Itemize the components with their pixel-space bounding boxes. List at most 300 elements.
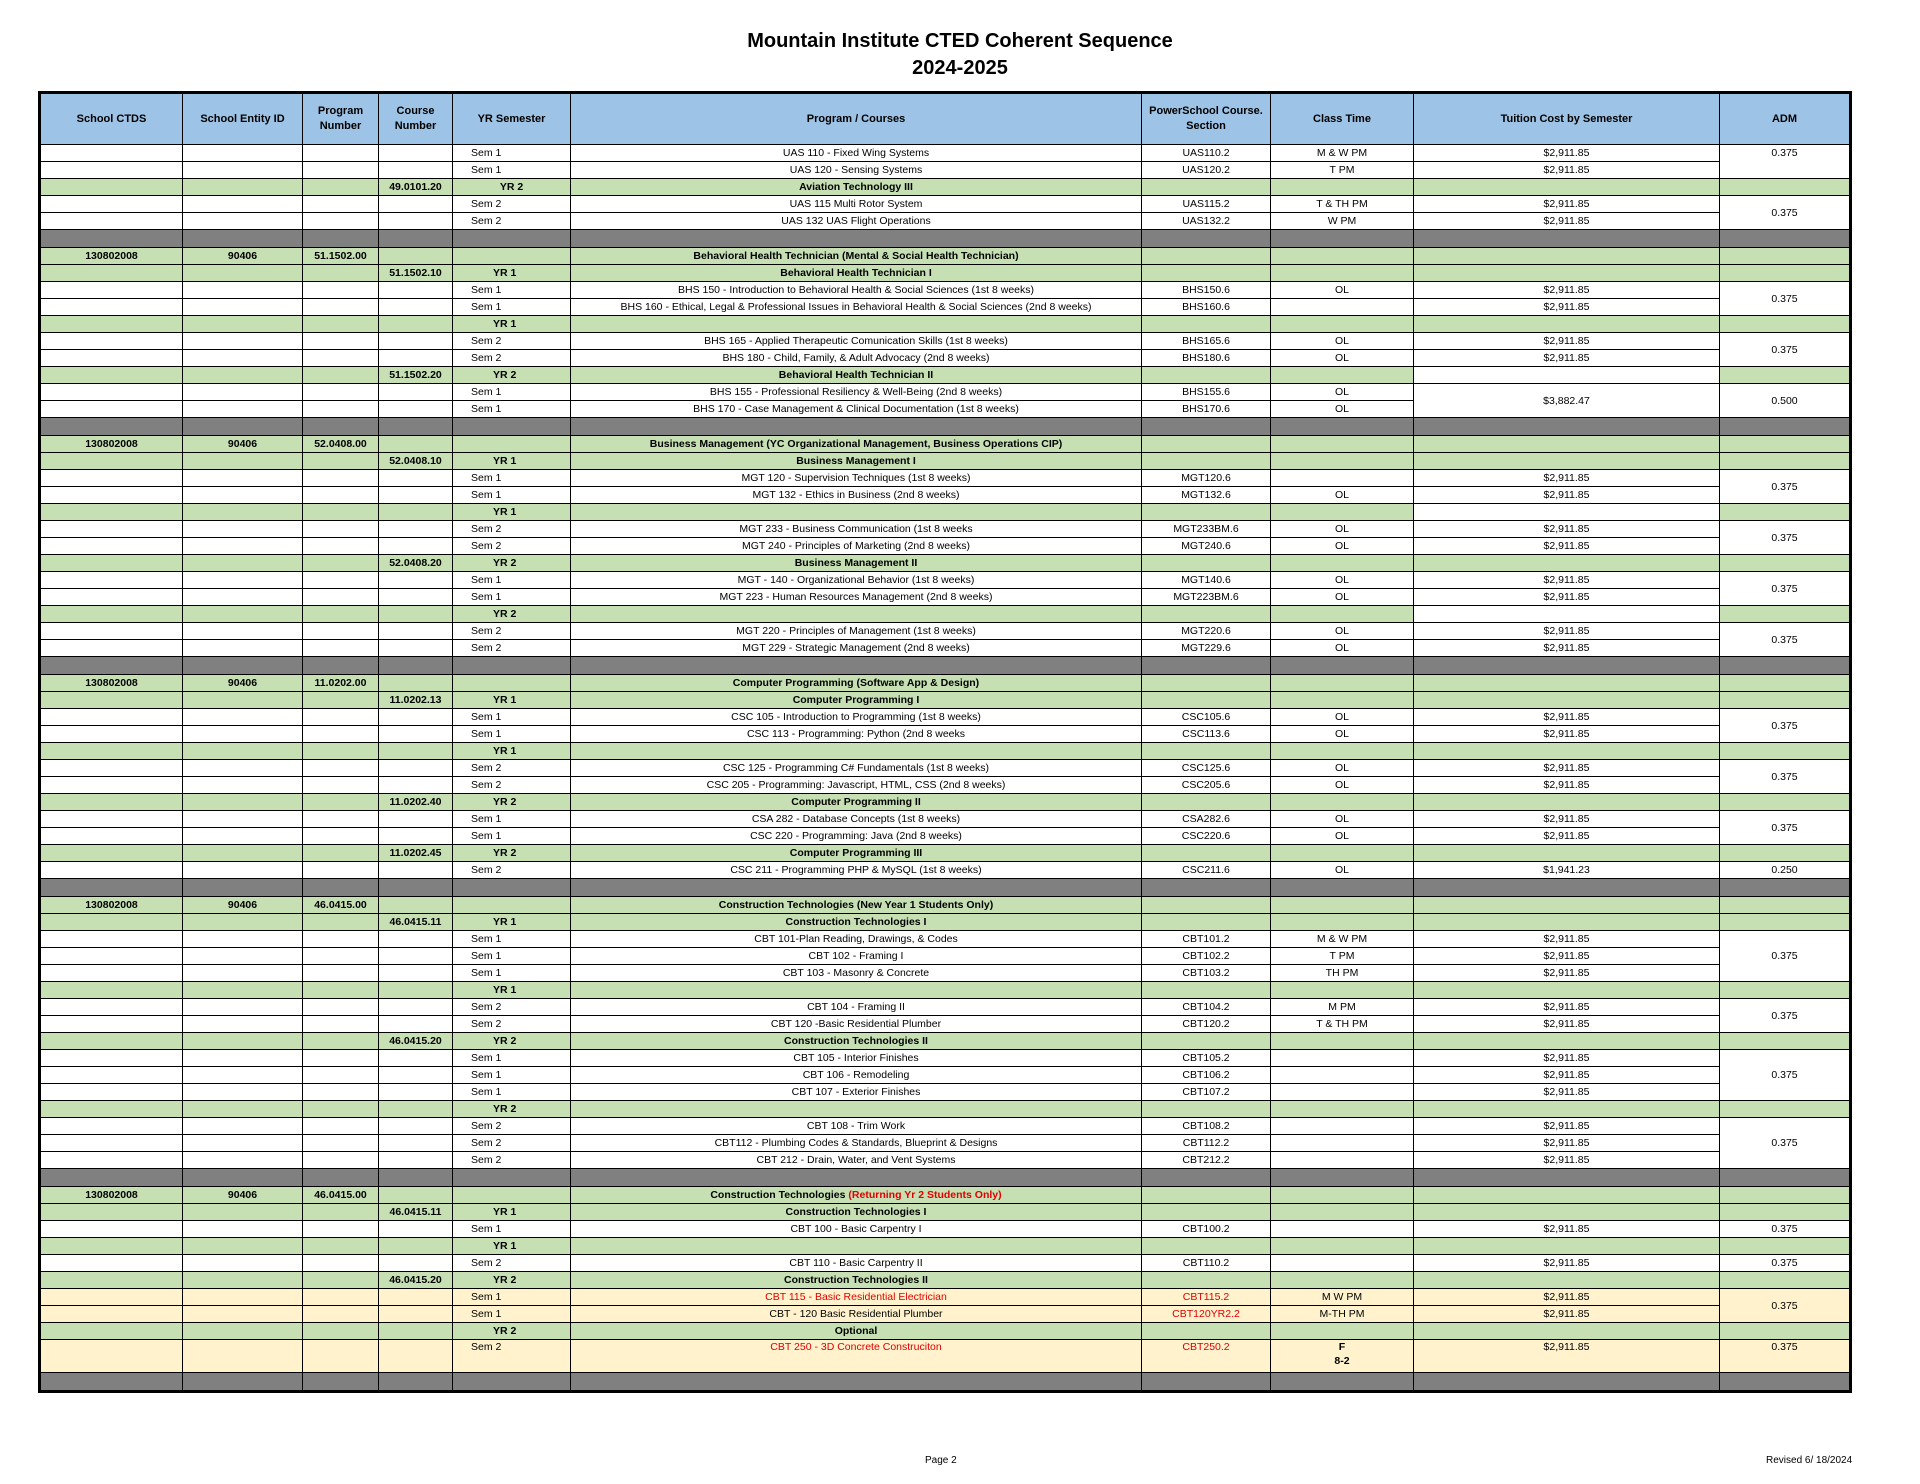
- course-cell: MGT - 140 - Organizational Behavior (1st 8 weeks): [571, 572, 1142, 589]
- section-cell: CBT102.2: [1142, 948, 1271, 965]
- semester-cell: Sem 2: [453, 1118, 571, 1135]
- col-header-entity: School Entity ID: [183, 93, 303, 145]
- program-name: Business Management (YC Organizational Management, Business Operations CIP): [571, 436, 1142, 453]
- tuition-cell: $2,911.85: [1414, 470, 1720, 487]
- semester-cell: Sem 1: [453, 828, 571, 845]
- tuition-cell: $2,911.85: [1414, 999, 1720, 1016]
- year-cell: YR 2: [453, 1101, 571, 1118]
- course-group-name: Computer Programming II: [571, 794, 1142, 811]
- table-row: [40, 623, 1851, 640]
- semester-cell: Sem 1: [453, 401, 571, 418]
- course-group-row: [40, 1238, 1851, 1255]
- section-cell: CBT115.2: [1142, 1289, 1271, 1306]
- entity-cell: 90406: [183, 897, 303, 914]
- ctds-cell: 130802008: [40, 897, 183, 914]
- tuition-cell: $2,911.85: [1414, 1084, 1720, 1101]
- col-header-adm: ADM: [1720, 93, 1851, 145]
- table-row: [40, 1067, 1851, 1084]
- table-row: [40, 1306, 1851, 1323]
- class-time-cell: OL: [1271, 811, 1414, 828]
- returning-students-note: (Returning Yr 2 Students Only): [848, 1189, 1002, 1201]
- program-number-cell: 46.0415.00: [303, 1187, 379, 1204]
- section-cell: CSA282.6: [1142, 811, 1271, 828]
- table-row: [40, 948, 1851, 965]
- table-row: [40, 213, 1851, 230]
- ctds-cell: 130802008: [40, 1187, 183, 1204]
- adm-cell: 0.375: [1720, 282, 1851, 316]
- section-cell: CBT101.2: [1142, 931, 1271, 948]
- year-cell: YR 1: [453, 982, 571, 999]
- section-cell: CSC125.6: [1142, 760, 1271, 777]
- program-name: Computer Programming (Software App & Design): [571, 675, 1142, 692]
- class-time-cell: OL: [1271, 640, 1414, 657]
- tuition-cell: $2,911.85: [1414, 811, 1720, 828]
- semester-cell: Sem 1: [453, 572, 571, 589]
- course-group-row: [40, 316, 1851, 333]
- year-cell: YR 1: [453, 316, 571, 333]
- course-cell: MGT 223 - Human Resources Management (2nd 8 weeks): [571, 589, 1142, 606]
- table-row: [40, 1118, 1851, 1135]
- course-group-name: Business Management II: [571, 555, 1142, 572]
- course-cell: CBT 212 - Drain, Water, and Vent Systems: [571, 1152, 1142, 1169]
- adm-cell: 0.375: [1720, 1255, 1851, 1272]
- semester-cell: Sem 1: [453, 487, 571, 504]
- program-row: [40, 897, 1851, 914]
- course-group-row: [40, 1323, 1851, 1340]
- tuition-cell: $2,911.85: [1414, 709, 1720, 726]
- section-cell: BHS170.6: [1142, 401, 1271, 418]
- separator-row: [40, 230, 1851, 248]
- col-header-ctds: School CTDS: [40, 93, 183, 145]
- tuition-cell: $2,911.85: [1414, 1152, 1720, 1169]
- course-group-name: Construction Technologies II: [571, 1272, 1142, 1289]
- course-cell: MGT 240 - Principles of Marketing (2nd 8 weeks): [571, 538, 1142, 555]
- year-cell: YR 2: [453, 845, 571, 862]
- semester-cell: Sem 1: [453, 1084, 571, 1101]
- section-cell: UAS115.2: [1142, 196, 1271, 213]
- semester-cell: Sem 1: [453, 709, 571, 726]
- year-cell: YR 2: [453, 606, 571, 623]
- year-cell: YR 2: [453, 1033, 571, 1050]
- class-time-cell: T & TH PM: [1271, 1016, 1414, 1033]
- section-cell: BHS160.6: [1142, 299, 1271, 316]
- section-cell: CBT110.2: [1142, 1255, 1271, 1272]
- tuition-cell: $3,882.47: [1414, 384, 1720, 418]
- class-time-cell: TH PM: [1271, 965, 1414, 982]
- page-number: Page 2: [925, 1455, 957, 1466]
- course-group-row: [40, 1033, 1851, 1050]
- class-time-cell: W PM: [1271, 213, 1414, 230]
- course-cell: CBT 106 - Remodeling: [571, 1067, 1142, 1084]
- tuition-cell: $2,911.85: [1414, 1050, 1720, 1067]
- semester-cell: Sem 1: [453, 1050, 571, 1067]
- course-group-row: [40, 265, 1851, 282]
- course-cell: CSC 125 - Programming C# Fundamentals (1st 8 weeks): [571, 760, 1142, 777]
- course-group-name: Behavioral Health Technician I: [571, 265, 1142, 282]
- course-cell: CSA 282 - Database Concepts (1st 8 weeks): [571, 811, 1142, 828]
- col-header-powerschool: PowerSchool Course. Section: [1142, 93, 1271, 145]
- section-cell: CBT106.2: [1142, 1067, 1271, 1084]
- col-header-tuition: Tuition Cost by Semester: [1414, 93, 1720, 145]
- table-row: [40, 487, 1851, 504]
- class-time-cell: OL: [1271, 333, 1414, 350]
- separator-row: [40, 418, 1851, 436]
- col-header-class-time: Class Time: [1271, 93, 1414, 145]
- year-cell: YR 1: [453, 1238, 571, 1255]
- table-row: [40, 931, 1851, 948]
- separator-row: [40, 657, 1851, 675]
- section-cell: CBT112.2: [1142, 1135, 1271, 1152]
- tuition-cell: $2,911.85: [1414, 1306, 1720, 1323]
- class-time-cell: [1271, 1050, 1414, 1067]
- program-name-text: Construction Technologies: [710, 1189, 849, 1201]
- section-cell: CBT250.2: [1142, 1340, 1271, 1373]
- tuition-cell: $2,911.85: [1414, 1118, 1720, 1135]
- entity-cell: 90406: [183, 436, 303, 453]
- year-cell: YR 2: [453, 555, 571, 572]
- year-cell: YR 2: [453, 367, 571, 384]
- semester-cell: Sem 1: [453, 811, 571, 828]
- class-time-cell: [1271, 1118, 1414, 1135]
- table-row: [40, 384, 1851, 401]
- table-row: [40, 1135, 1851, 1152]
- adm-cell: 0.375: [1720, 999, 1851, 1033]
- class-time-hours: 8-2: [1334, 1355, 1350, 1367]
- semester-cell: Sem 2: [453, 333, 571, 350]
- section-cell: CBT107.2: [1142, 1084, 1271, 1101]
- class-time-cell: OL: [1271, 384, 1414, 401]
- class-time-cell: [1271, 299, 1414, 316]
- entity-cell: 90406: [183, 248, 303, 265]
- semester-cell: Sem 1: [453, 726, 571, 743]
- tuition-cell: $2,911.85: [1414, 760, 1720, 777]
- section-cell: BHS155.6: [1142, 384, 1271, 401]
- course-group-name: Optional: [571, 1323, 1142, 1340]
- section-cell: CBT120YR2.2: [1142, 1306, 1271, 1323]
- course-cell: UAS 110 - Fixed Wing Systems: [571, 145, 1142, 162]
- semester-cell: Sem 1: [453, 589, 571, 606]
- tuition-cell: $2,911.85: [1414, 948, 1720, 965]
- year-cell: YR 1: [453, 914, 571, 931]
- adm-cell: 0.375: [1720, 1118, 1851, 1169]
- class-time-cell: OL: [1271, 589, 1414, 606]
- table-row: [40, 999, 1851, 1016]
- class-time-cell: OL: [1271, 726, 1414, 743]
- section-cell: MGT120.6: [1142, 470, 1271, 487]
- table-row: [40, 1152, 1851, 1169]
- section-cell: CBT103.2: [1142, 965, 1271, 982]
- section-cell: CBT212.2: [1142, 1152, 1271, 1169]
- adm-cell: 0.375: [1720, 572, 1851, 606]
- course-group-name: Construction Technologies II: [571, 1033, 1142, 1050]
- semester-cell: Sem 2: [453, 350, 571, 367]
- program-number-cell: 11.0202.00: [303, 675, 379, 692]
- course-cell: CBT 104 - Framing II: [571, 999, 1142, 1016]
- col-header-program-courses: Program / Courses: [571, 93, 1142, 145]
- course-cell: CBT 250 - 3D Concrete Construciton: [571, 1340, 1142, 1373]
- class-time-cell: T PM: [1271, 948, 1414, 965]
- semester-cell: Sem 1: [453, 965, 571, 982]
- program-name: Behavioral Health Technician (Mental & Social Health Technician): [571, 248, 1142, 265]
- program-number-cell: 52.0408.00: [303, 436, 379, 453]
- entity-cell: 90406: [183, 1187, 303, 1204]
- course-group-name: Construction Technologies I: [571, 1204, 1142, 1221]
- class-time-cell: OL: [1271, 760, 1414, 777]
- section-cell: BHS180.6: [1142, 350, 1271, 367]
- course-group-name: Behavioral Health Technician II: [571, 367, 1142, 384]
- adm-cell: 0.375: [1720, 811, 1851, 845]
- course-cell: MGT 233 - Business Communication (1st 8 weeks: [571, 521, 1142, 538]
- course-group-name: Construction Technologies I: [571, 914, 1142, 931]
- course-cell: BHS 165 - Applied Therapeutic Comunication Skills (1st 8 weeks): [571, 333, 1142, 350]
- table-row: [40, 709, 1851, 726]
- tuition-cell: $2,911.85: [1414, 726, 1720, 743]
- tuition-cell: $2,911.85: [1414, 623, 1720, 640]
- course-group-row: [40, 367, 1851, 384]
- coherent-sequence-table: [38, 91, 1852, 1393]
- semester-cell: Sem 2: [453, 640, 571, 657]
- adm-cell: 0.375: [1720, 333, 1851, 367]
- semester-cell: Sem 1: [453, 1306, 571, 1323]
- year-cell: YR 2: [453, 1323, 571, 1340]
- tuition-cell: $2,911.85: [1414, 145, 1720, 162]
- course-group-row: [40, 555, 1851, 572]
- course-group-row: [40, 1204, 1851, 1221]
- semester-cell: Sem 2: [453, 760, 571, 777]
- section-cell: UAS120.2: [1142, 162, 1271, 179]
- tuition-cell: $2,911.85: [1414, 572, 1720, 589]
- course-cell: CBT 110 - Basic Carpentry II: [571, 1255, 1142, 1272]
- adm-cell: 0.375: [1720, 709, 1851, 743]
- table-row: [40, 777, 1851, 794]
- course-number-cell: 46.0415.20: [379, 1272, 453, 1289]
- program-row: [40, 436, 1851, 453]
- tuition-cell: $2,911.85: [1414, 1016, 1720, 1033]
- course-cell: CBT 107 - Exterior Finishes: [571, 1084, 1142, 1101]
- ctds-cell: 130802008: [40, 248, 183, 265]
- course-group-row: [40, 1101, 1851, 1118]
- adm-cell: 0.375: [1720, 1340, 1851, 1373]
- class-time-cell: OL: [1271, 828, 1414, 845]
- entity-cell: 90406: [183, 675, 303, 692]
- year-cell: YR 2: [453, 1272, 571, 1289]
- semester-cell: Sem 2: [453, 1152, 571, 1169]
- table-row: [40, 572, 1851, 589]
- course-cell: CSC 205 - Programming: Javascript, HTML, CSS (2nd 8 weeks): [571, 777, 1142, 794]
- separator-row: [40, 879, 1851, 897]
- course-group-row: [40, 982, 1851, 999]
- program-row: [40, 675, 1851, 692]
- course-cell: UAS 132 UAS Flight Operations: [571, 213, 1142, 230]
- course-cell: BHS 150 - Introduction to Behavioral Health & Social Sciences (1st 8 weeks): [571, 282, 1142, 299]
- tuition-cell: $2,911.85: [1414, 538, 1720, 555]
- course-cell: MGT 120 - Supervision Techniques (1st 8 weeks): [571, 470, 1142, 487]
- section-cell: UAS132.2: [1142, 213, 1271, 230]
- course-group-row: [40, 179, 1851, 196]
- section-cell: CSC205.6: [1142, 777, 1271, 794]
- program-name: Construction Technologies (New Year 1 Students Only): [571, 897, 1142, 914]
- course-number-cell: 46.0415.20: [379, 1033, 453, 1050]
- table-row: [40, 1050, 1851, 1067]
- course-cell: MGT 132 - Ethics in Business (2nd 8 weeks): [571, 487, 1142, 504]
- section-cell: MGT233BM.6: [1142, 521, 1271, 538]
- course-cell: CBT - 120 Basic Residential Plumber: [571, 1306, 1142, 1323]
- course-group-row: [40, 1272, 1851, 1289]
- course-cell: BHS 180 - Child, Family, & Adult Advocacy (2nd 8 weeks): [571, 350, 1142, 367]
- course-cell: UAS 115 Multi Rotor System: [571, 196, 1142, 213]
- class-time-cell: T & TH PM: [1271, 196, 1414, 213]
- course-number-cell: 11.0202.13: [379, 692, 453, 709]
- tuition-cell: $2,911.85: [1414, 1067, 1720, 1084]
- class-time-cell: [1271, 1135, 1414, 1152]
- section-cell: MGT223BM.6: [1142, 589, 1271, 606]
- col-header-program-number: Program Number: [303, 93, 379, 145]
- tuition-cell: $2,911.85: [1414, 282, 1720, 299]
- semester-cell: Sem 2: [453, 213, 571, 230]
- semester-cell: Sem 2: [453, 1340, 571, 1373]
- tuition-cell: $2,911.85: [1414, 1255, 1720, 1272]
- section-cell: UAS110.2: [1142, 145, 1271, 162]
- class-time-cell: OL: [1271, 282, 1414, 299]
- section-cell: CBT108.2: [1142, 1118, 1271, 1135]
- course-number-cell: 46.0415.11: [379, 1204, 453, 1221]
- program-row: [40, 1187, 1851, 1204]
- course-number-cell: 51.1502.10: [379, 265, 453, 282]
- tuition-cell: $1,941.23: [1414, 862, 1720, 879]
- adm-cell: 0.375: [1720, 931, 1851, 982]
- section-cell: CSC105.6: [1142, 709, 1271, 726]
- separator-row: [40, 1373, 1851, 1392]
- semester-cell: Sem 2: [453, 1016, 571, 1033]
- course-number-cell: 11.0202.40: [379, 794, 453, 811]
- class-time-cell: M W PM: [1271, 1289, 1414, 1306]
- page-titles: [0, 28, 1920, 82]
- semester-cell: Sem 2: [453, 196, 571, 213]
- course-cell: CBT 105 - Interior Finishes: [571, 1050, 1142, 1067]
- semester-cell: Sem 1: [453, 1221, 571, 1238]
- class-time-cell: [1271, 1084, 1414, 1101]
- course-cell: UAS 120 - Sensing Systems: [571, 162, 1142, 179]
- course-cell: CBT112 - Plumbing Codes & Standards, Blueprint & Designs: [571, 1135, 1142, 1152]
- course-cell: CSC 113 - Programming: Python (2nd 8 weeks: [571, 726, 1142, 743]
- table-row: [40, 470, 1851, 487]
- tuition-cell: $2,911.85: [1414, 299, 1720, 316]
- class-time-cell: OL: [1271, 623, 1414, 640]
- semester-cell: Sem 2: [453, 538, 571, 555]
- program-number-cell: 46.0415.00: [303, 897, 379, 914]
- section-cell: CSC220.6: [1142, 828, 1271, 845]
- class-time-cell: OL: [1271, 709, 1414, 726]
- tuition-cell: $2,911.85: [1414, 1135, 1720, 1152]
- semester-cell: Sem 1: [453, 1289, 571, 1306]
- adm-cell: 0.500: [1720, 384, 1851, 418]
- semester-cell: Sem 1: [453, 299, 571, 316]
- class-time-cell: OL: [1271, 777, 1414, 794]
- tuition-cell: $2,911.85: [1414, 640, 1720, 657]
- semester-cell: Sem 1: [453, 948, 571, 965]
- class-time-cell: [1271, 470, 1414, 487]
- class-time-cell: [1271, 1152, 1414, 1169]
- class-time-cell: OL: [1271, 572, 1414, 589]
- year-cell: YR 1: [453, 453, 571, 470]
- course-group-row: [40, 794, 1851, 811]
- section-cell: MGT132.6: [1142, 487, 1271, 504]
- tuition-cell: $2,911.85: [1414, 487, 1720, 504]
- page-title: Mountain Institute CTED Coherent Sequence: [747, 30, 1173, 52]
- adm-cell: 0.375: [1720, 196, 1851, 230]
- table-row: [40, 538, 1851, 555]
- tuition-cell: $2,911.85: [1414, 162, 1720, 179]
- course-cell: CBT 101-Plan Reading, Drawings, & Codes: [571, 931, 1142, 948]
- tuition-cell: $2,911.85: [1414, 350, 1720, 367]
- year-cell: YR 1: [453, 1204, 571, 1221]
- table-row: [40, 640, 1851, 657]
- class-time-cell: OL: [1271, 521, 1414, 538]
- course-group-row: [40, 743, 1851, 760]
- adm-cell: 0.250: [1720, 862, 1851, 879]
- tuition-cell: $2,911.85: [1414, 589, 1720, 606]
- tuition-cell: $2,911.85: [1414, 828, 1720, 845]
- table-row: [40, 726, 1851, 743]
- class-time-cell: [1271, 1340, 1414, 1373]
- year-cell: YR 1: [453, 265, 571, 282]
- course-group-name: Business Management I: [571, 453, 1142, 470]
- tuition-cell: $2,911.85: [1414, 777, 1720, 794]
- revised-date: Revised 6/ 18/2024: [1766, 1455, 1853, 1466]
- semester-cell: Sem 2: [453, 777, 571, 794]
- course-cell: CSC 105 - Introduction to Programming (1st 8 weeks): [571, 709, 1142, 726]
- class-time-day: F: [1338, 1341, 1346, 1353]
- program-number-cell: 51.1502.00: [303, 248, 379, 265]
- course-cell: MGT 220 - Principles of Management (1st 8 weeks): [571, 623, 1142, 640]
- section-cell: MGT240.6: [1142, 538, 1271, 555]
- class-time-cell: M-TH PM: [1271, 1306, 1414, 1323]
- table-row: [40, 1340, 1851, 1373]
- semester-cell: Sem 1: [453, 282, 571, 299]
- semester-cell: Sem 2: [453, 1135, 571, 1152]
- table-row: [40, 299, 1851, 316]
- table-row: [40, 521, 1851, 538]
- course-group-row: [40, 606, 1851, 623]
- course-cell: CSC 220 - Programming: Java (2nd 8 weeks): [571, 828, 1142, 845]
- class-time-cell: OL: [1271, 487, 1414, 504]
- semester-cell: Sem 1: [453, 1067, 571, 1084]
- course-group-name: Computer Programming I: [571, 692, 1142, 709]
- course-cell: CBT 108 - Trim Work: [571, 1118, 1142, 1135]
- course-group-row: [40, 845, 1851, 862]
- year-cell: YR 1: [453, 692, 571, 709]
- tuition-cell: $2,911.85: [1414, 965, 1720, 982]
- table-row: [40, 333, 1851, 350]
- course-number-cell: 49.0101.20: [379, 179, 453, 196]
- section-cell: CBT105.2: [1142, 1050, 1271, 1067]
- semester-cell: Sem 2: [453, 1255, 571, 1272]
- adm-cell: 0.375: [1720, 145, 1851, 179]
- adm-cell: 0.375: [1720, 623, 1851, 657]
- table-header-row: [40, 93, 1851, 145]
- class-time-cell: [1271, 1221, 1414, 1238]
- course-cell: CBT 102 - Framing I: [571, 948, 1142, 965]
- adm-cell: 0.375: [1720, 1221, 1851, 1238]
- section-cell: BHS165.6: [1142, 333, 1271, 350]
- course-number-cell: 11.0202.45: [379, 845, 453, 862]
- adm-cell: 0.375: [1720, 760, 1851, 794]
- course-number-cell: 52.0408.10: [379, 453, 453, 470]
- tuition-cell: $2,911.85: [1414, 333, 1720, 350]
- adm-cell: 0.375: [1720, 470, 1851, 504]
- col-header-yr-semester: YR Semester: [453, 93, 571, 145]
- year-cell: YR 1: [453, 743, 571, 760]
